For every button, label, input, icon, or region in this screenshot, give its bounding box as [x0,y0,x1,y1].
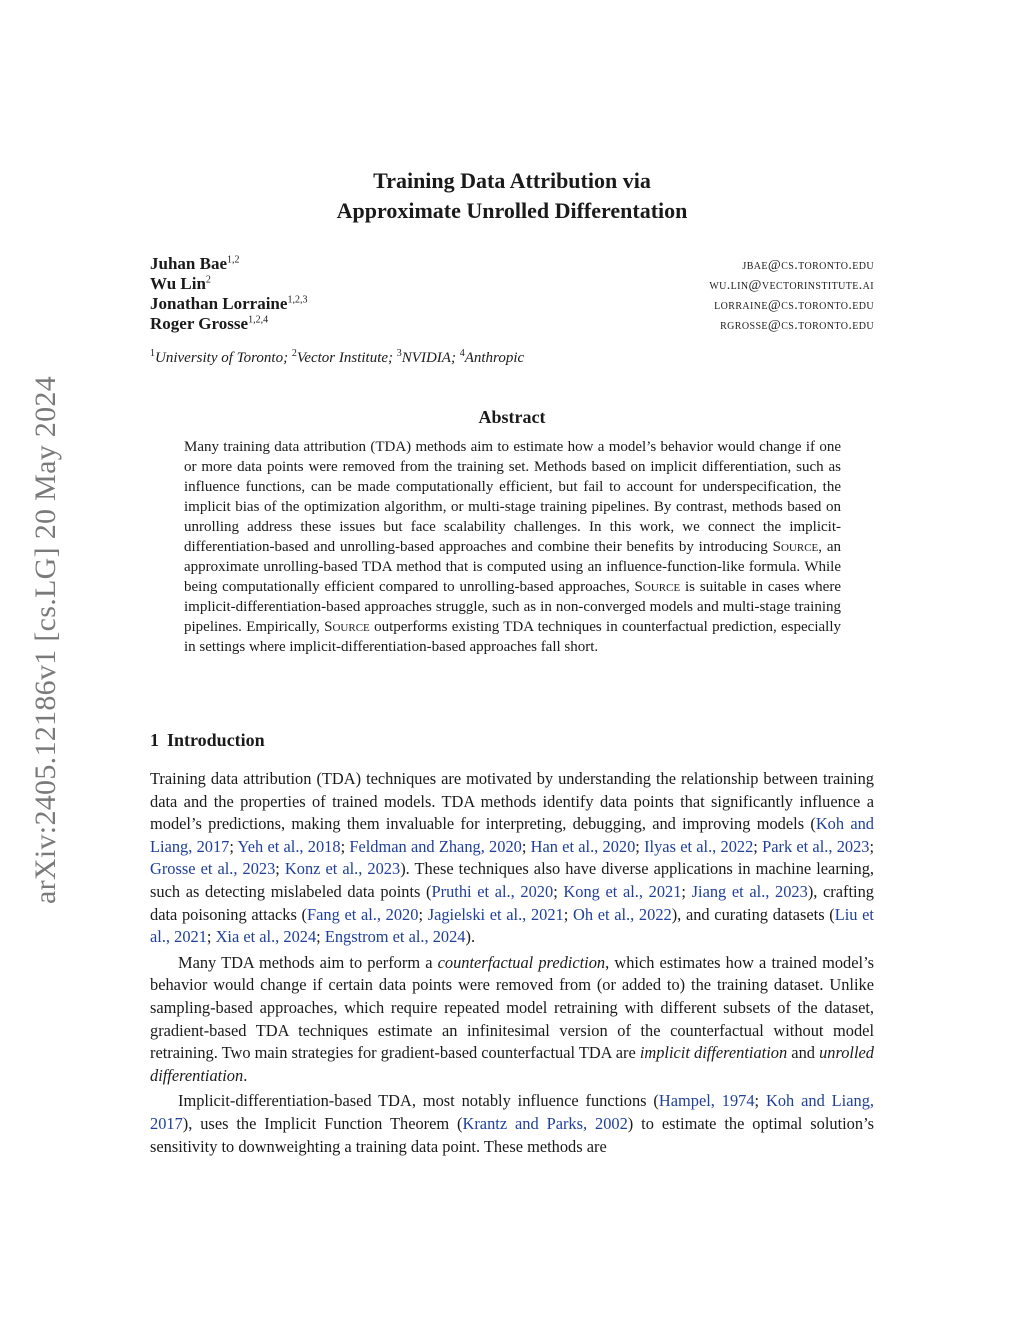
citation-link[interactable]: Park et al., 2023 [762,836,870,856]
affiliations: $^1$University of Toronto; $^2$Vector Institute; $^3$NVIDIA; $^4$Anthropic [150,348,525,366]
author-block [150,254,874,334]
author-name: Wu Lin$^2$ [150,274,211,293]
author-name: Juhan Bae$^{1,2}$ [150,254,240,273]
method-name: Source [772,539,819,555]
citation-link[interactable]: Ilyas et al., 2022 [644,836,754,856]
author-row [150,254,874,274]
citation-link[interactable]: Feldman and Zhang, 2020 [349,836,522,856]
citation-link[interactable]: Fang et al., 2020 [306,904,419,924]
author-name: Roger Grosse$^{1,2,4}$ [150,314,269,333]
citation-link[interactable]: Krantz and Parks, 2002 [462,1113,628,1133]
author-email[interactable]: rgrosse@cs.toronto.edu [720,318,874,333]
citation-link[interactable]: Jiang et al., 2023 [691,881,808,901]
citation-link[interactable]: Xia et al., 2024 [215,927,317,947]
citation-link[interactable]: Kong et al., 2021 [563,881,682,901]
abstract-body: Many training data attribution (TDA) methods aim to estimate how a model’s behavior would change if one or more data points were removed from the training set. Methods based on implicit differentiation, such as influence functions, can be made computationally efficient, but fail to account for underspecification, the implicit bias of the optimization algorithm, or multi-stage training pipelines. By contrast, methods based on unrolling address these issues but face scalability challenges. In this work, we connect the implicit-differentiation-based and unrolling-based approaches and combine their benefits by introducing Source, an approximate unrolling-based TDA method that is computed using an influence-function-like formula. While being computationally efficient compared to unrolling-based approaches, Source is suitable in cases where implicit-differentiation-based approaches struggle, such as in non-converged models and multi-stage training pipelines. Empirically, Source outperforms existing TDA techniques in counterfactual prediction, especially in settings where implicit-differentiation-based approaches fall short. [184,439,841,655]
citation-link[interactable]: Oh et al., 2022 [573,904,672,924]
title-line-2: Approximate Unrolled Differentation [336,198,688,223]
author-email[interactable]: jbae@cs.toronto.edu [742,258,874,273]
author-email[interactable]: wu.lin@vectorinstitute.ai [709,278,874,293]
paragraph: Many TDA methods aim to perform a counterfactual prediction, which estimates how a trained model’s behavior would change if certain data points were removed from (or added to) the training dataset. Unlike sampling-based approaches, which require repeated model retraining with different subsets of the dataset, gradient-based TDA techniques estimate an infinitesimal version of the counterfactual without model retraining. Two main strategies for gradient-based counterfactual TDA are implicit differentiation and unrolled differentiation. [150,952,875,1085]
citation-link[interactable]: Yeh et al., 2018 [237,836,341,856]
author-email[interactable]: lorraine@cs.toronto.edu [714,298,874,313]
method-name: Source [634,579,681,595]
method-name: Source [324,619,370,635]
citation-link[interactable]: Grosse et al., 2023 [150,859,276,879]
citation-link[interactable]: Pruthi et al., 2020 [431,881,554,901]
citation-link[interactable]: Liu et al., 2021 [150,904,874,947]
citation-link[interactable]: Koh and Liang, 2017 [150,1091,874,1133]
paragraph: Training data attribution (TDA) techniques are motivated by understanding the relationship between training data and the properties of trained models. TDA methods identify data points that significantly influence a model’s predictions, making them invaluable for interpreting, debugging, and improving models (Koh and Liang, 2017; Yeh et al., 2018; Feldman and Zhang, 2020; Han et al., 2020; Ilyas et al., 2022; Park et al., 2023; Grosse et al., 2023; Konz et al., 2023). These techniques also have diverse applications in machine learning, such as detecting mislabeled data points (Pruthi et al., 2020; Kong et al., 2021; Jiang et al., 2023), crafting data poisoning attacks (Fang et al., 2020; Jagielski et al., 2021; Oh et al., 2022), and curating datasets (Liu et al., 2021; Xia et al., 2024; Engstrom et al., 2024). [150,769,875,947]
citation-link[interactable]: Engstrom et al., 2024 [324,927,466,947]
author-row [150,314,874,334]
citation-link[interactable]: Jagielski et al., 2021 [427,904,564,924]
citation-link[interactable]: Han et al., 2020 [530,836,636,856]
section-heading: 1 Introduction [150,730,265,750]
author-name: Jonathan Lorraine$^{1,2,3}$ [150,294,308,313]
body-text [150,768,874,1161]
paragraph: Implicit-differentiation-based TDA, most notably influence functions (Hampel, 1974; Koh and Liang, 2017), uses the Implicit Function Theorem (Krantz and Parks, 2002) to estimate the optimal solution’s sensitivity to downweighting a training data point. These methods are [150,1091,874,1156]
paper-title [150,166,874,226]
author-row [150,274,874,294]
citation-link[interactable]: Koh and Liang, 2017 [150,814,874,856]
citation-link[interactable]: Konz et al., 2023 [284,859,401,879]
arxiv-identifier-stamp: arXiv:2405.12186v1 [cs.LG] 20 May 2024 [29,376,62,904]
citation-link[interactable]: Hampel, 1974 [658,1091,755,1111]
abstract-heading: Abstract [478,407,546,427]
author-row [150,294,874,314]
title-line-1: Training Data Attribution via [373,168,651,193]
